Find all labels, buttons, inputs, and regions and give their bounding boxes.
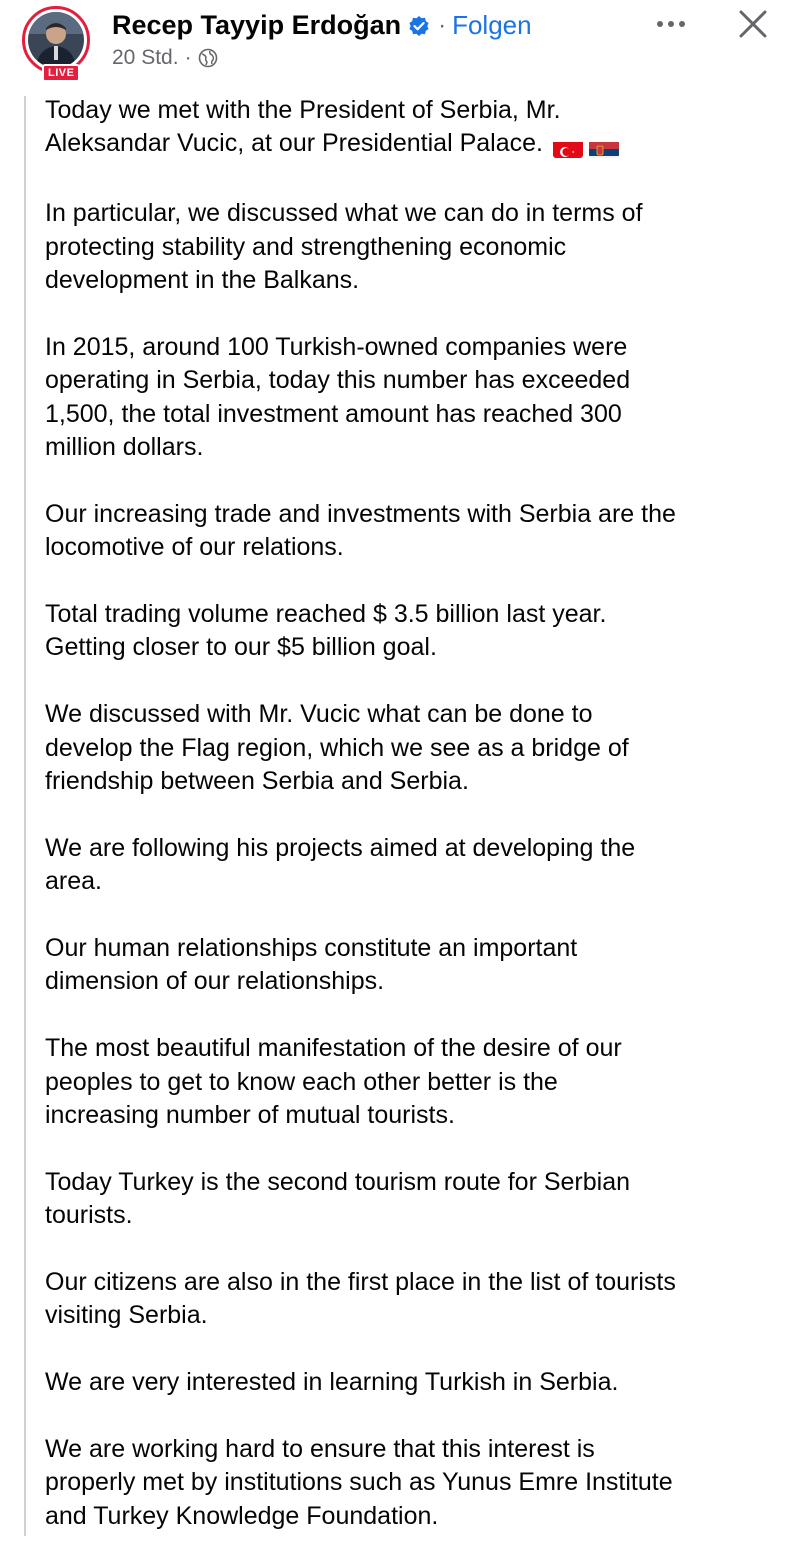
post-paragraph: We are working hard to ensure that this interest is properly met by institutions such as Yunus Emre Institute and Turkey Knowledge Foundation. [45, 1435, 673, 1530]
avatar[interactable] [22, 6, 96, 80]
title-separator: · [438, 11, 447, 39]
author-name[interactable]: Recep Tayyip Erdoğan [112, 10, 402, 40]
live-badge: LIVE [42, 64, 80, 82]
post-header [0, 0, 794, 92]
post-body [45, 94, 785, 1567]
flag-emojis [553, 130, 625, 163]
post-paragraph [45, 94, 785, 164]
more-options-icon[interactable] [654, 10, 688, 38]
post-paragraph-text: Today we met with the President of Serbia, Mr. Aleksandar Vucic, at our Presidential Palace. [45, 96, 561, 158]
post-paragraph: In particular, we discussed what we can do in terms of protecting stability and strengthening economic development in the Balkans. [45, 199, 643, 295]
post-meta [112, 46, 218, 70]
follow-button[interactable]: Folgen [452, 10, 532, 40]
post-paragraph: We discussed with Mr. Vucic what can be done to develop the Flag region, which we see as a bridge of friendship between Serbia and Serbia. [45, 700, 629, 796]
post-paragraph: Our human relationships constitute an important dimension of our relationships. [45, 934, 578, 996]
post-paragraph: Total trading volume reached $ 3.5 billion last year. Getting closer to our $5 billion goal. [45, 600, 607, 662]
meta-separator: · [184, 46, 192, 69]
verified-badge-icon [408, 15, 430, 37]
post-paragraph: We are following his projects aimed at developing the area. [45, 833, 636, 896]
post-paragraph: We are very interested in learning Turkish in Serbia. [45, 1368, 619, 1397]
thread-line [24, 96, 26, 1536]
post-paragraph: Our citizens are also in the first place in the list of tourists visiting Serbia. [45, 1268, 676, 1330]
avatar-image [28, 12, 84, 68]
title-row [112, 10, 532, 41]
post-paragraph: Our increasing trade and investments with Serbia are the locomotive of our relations. [45, 499, 676, 562]
post-paragraph: The most beautiful manifestation of the desire of our peoples to get to know each other better is the increasing number of mutual tourists. [45, 1034, 622, 1130]
post-paragraph: Today Turkey is the second tourism route for Serbian tourists. [45, 1167, 631, 1230]
close-icon[interactable] [737, 8, 769, 40]
post-time[interactable]: 20 Std. [112, 46, 179, 69]
globe-icon [198, 48, 218, 68]
turkey-flag-icon [553, 138, 583, 158]
serbia-flag-icon [589, 138, 619, 158]
post-paragraph: In 2015, around 100 Turkish-owned companies were operating in Serbia, today this number has exceeded 1,500, the total investment amount has reached 300 million dollars. [45, 332, 631, 462]
